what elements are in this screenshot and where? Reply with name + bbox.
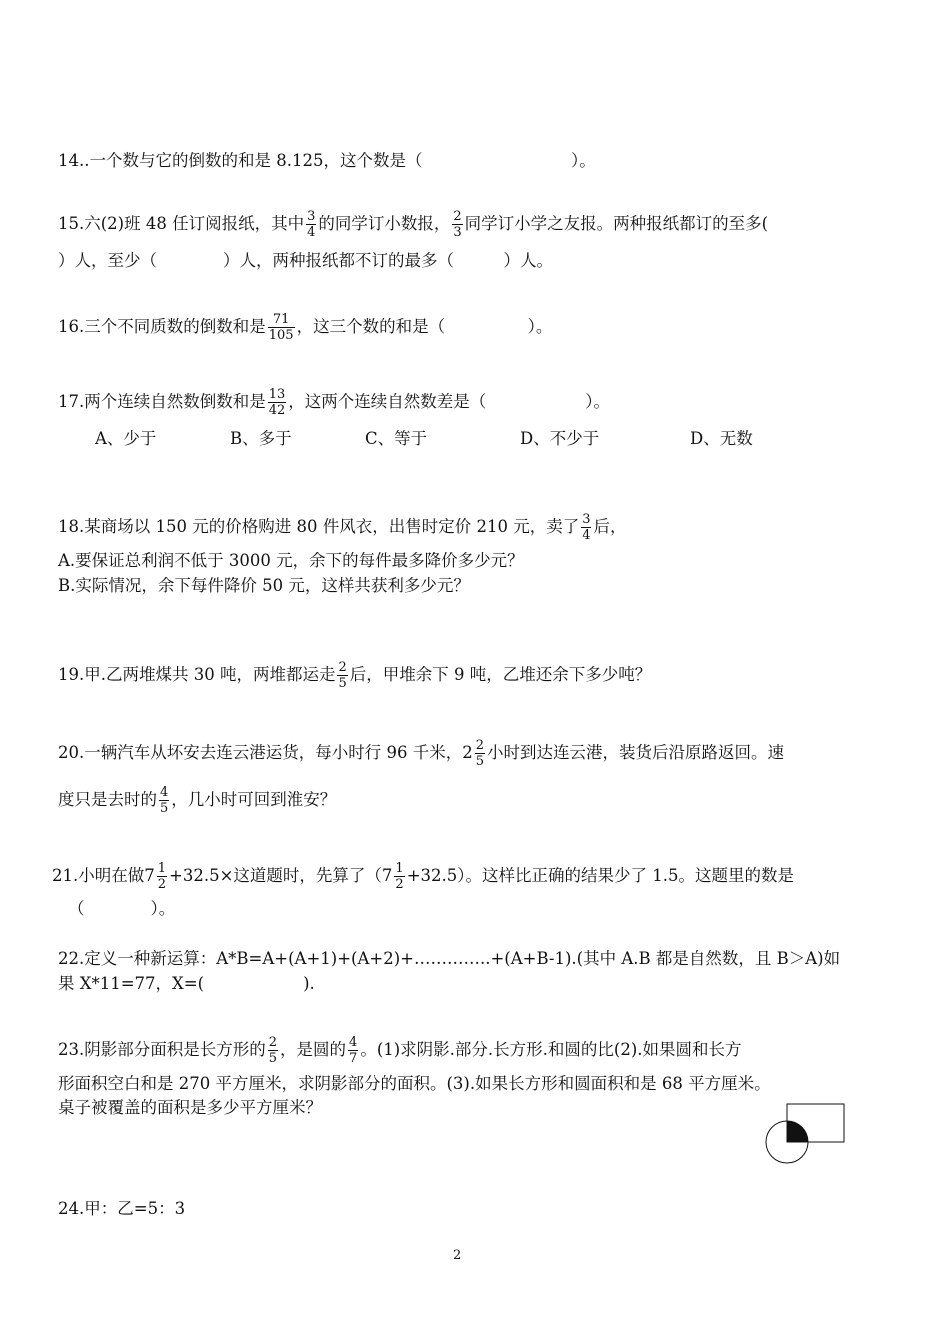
q21-text-c: +32.5）。这样比正确的结果少了 1.5。这题里的数是 <box>406 866 795 885</box>
q22-line2: 果 X*11=77，X=( ). <box>58 974 315 993</box>
q23-line1 <box>58 1035 742 1066</box>
q20-text-d: ，几小时可回到淮安？ <box>171 790 337 809</box>
q17-option-e: D、无数 <box>690 429 753 448</box>
q21-line1 <box>52 861 794 892</box>
q21-line2: （ ）。 <box>68 899 176 918</box>
q20-line1 <box>58 738 784 769</box>
shaded-region <box>787 1121 808 1142</box>
q23-fraction: $\frac{2}{5}$ <box>268 1035 278 1066</box>
q20-text-c: 度只是去时的 <box>58 790 157 809</box>
q23-fraction-2: $\frac{4}{7}$ <box>349 1035 358 1066</box>
q17-option-a: A、少于 <box>95 429 157 448</box>
q20-mixed-integer: 2 <box>462 743 473 762</box>
q17-line <box>58 387 610 418</box>
q21-mixed-integer-2: 7 <box>381 866 393 885</box>
q17-fraction: $\frac{13}{42}$ <box>268 387 286 418</box>
q16-fraction: $\frac{71}{105}$ <box>268 312 294 343</box>
q18-part-b: B.实际情况，余下每件降价 50 元，这样共获利多少元？ <box>58 576 470 595</box>
q23-line3: 桌子被覆盖的面积是多少平方厘米？ <box>58 1098 322 1117</box>
q24-text: 24.甲：乙=5：3 <box>58 1199 186 1218</box>
q18-line <box>58 512 626 543</box>
q15-fraction-2: $\frac{2}{3}$ <box>453 209 462 240</box>
q23-text-c: 。(1)求阴影.部分.长方形.和圆的比(2).如果圆和长方 <box>360 1040 742 1059</box>
q17-option-d: D、不少于 <box>520 429 600 448</box>
q21-fraction: $\frac{1}{2}$ <box>157 861 167 892</box>
q20-line2 <box>58 785 336 816</box>
q20-text-a: 20.一辆汽车从坏安去连云港运货，每小时行 96 千米， <box>58 743 463 762</box>
q14-text: 14..一个数与它的倒数的和是 8.125，这个数是（ ）。 <box>58 151 596 170</box>
q18-text-b: 后， <box>593 517 627 536</box>
q16-line <box>58 312 552 343</box>
q19-fraction: $\frac{2}{5}$ <box>338 660 347 691</box>
q19-line <box>58 660 651 691</box>
q17-option-c: C、等于 <box>365 429 428 448</box>
q16-text-b: ，这三个数的和是（ ）。 <box>296 317 553 336</box>
q23-shape-figure <box>760 1100 850 1170</box>
q19-text-a: 19.甲.乙两堆煤共 30 吨，两堆都运走 <box>58 665 336 684</box>
q21-mixed-integer: 7 <box>144 866 155 885</box>
q15-text-a: 15.六(2)班 48 任订阅报纸，其中 <box>58 214 305 233</box>
q17-text-a: 17.两个连续自然数倒数和是 <box>58 392 266 411</box>
q23-text-b: ，是圆的 <box>280 1040 347 1059</box>
q22-line1: 22.定义一种新运算：A*B=A+(A+1)+(A+2)+…………..+(A+B-1).(其中 A.B 都是自然数，且 B＞A)如 <box>58 949 841 968</box>
q23-line2: 形面积空白和是 270 平方厘米，求阴影部分的面积。(3).如果长方形和圆面积和是 68 平方厘米。 <box>58 1074 771 1093</box>
q19-text-b: 后，甲堆余下 9 吨，乙堆还余下多少吨？ <box>349 665 652 684</box>
q23-text-a: 23.阴影部分面积是长方形的 <box>58 1040 266 1059</box>
q21-fraction-2: $\frac{1}{2}$ <box>395 861 404 892</box>
q18-part-a: A.要保证总利润不低于 3000 元，余下的每件最多降价多少元？ <box>58 551 524 570</box>
q20-text-b: 小时到达连云港，装货后沿原路返回。速 <box>487 743 785 762</box>
q17-text-b: ，这两个连续自然数差是（ ）。 <box>288 392 611 411</box>
q15-fraction-1: $\frac{3}{4}$ <box>307 209 316 240</box>
q18-text-a: 18.某商场以 150 元的价格购进 80 件风衣，出售时定价 210 元，卖了 <box>58 517 580 536</box>
q15-text-b: 的同学订小数报， <box>318 214 451 233</box>
q16-text-a: 16.三个不同质数的倒数和是 <box>58 317 266 336</box>
page-number: 2 <box>453 1248 462 1263</box>
q20-fraction-2: $\frac{4}{5}$ <box>160 785 169 816</box>
q20-fraction: $\frac{2}{5}$ <box>475 738 485 769</box>
q18-fraction: $\frac{3}{4}$ <box>582 512 591 543</box>
q15-text-c: 同学订小学之友报。两种报纸都订的至多( <box>464 214 769 233</box>
q17-option-b: B、多于 <box>230 429 292 448</box>
q15-line2: ）人，至少（ ）人，两种报纸都不订的最多（ ）人。 <box>58 251 553 270</box>
q15-line1 <box>58 209 768 240</box>
q21-text-b: +32.5×这道题时，先算了（ <box>169 866 382 885</box>
q21-text-a: 21.小明在做 <box>52 866 145 885</box>
